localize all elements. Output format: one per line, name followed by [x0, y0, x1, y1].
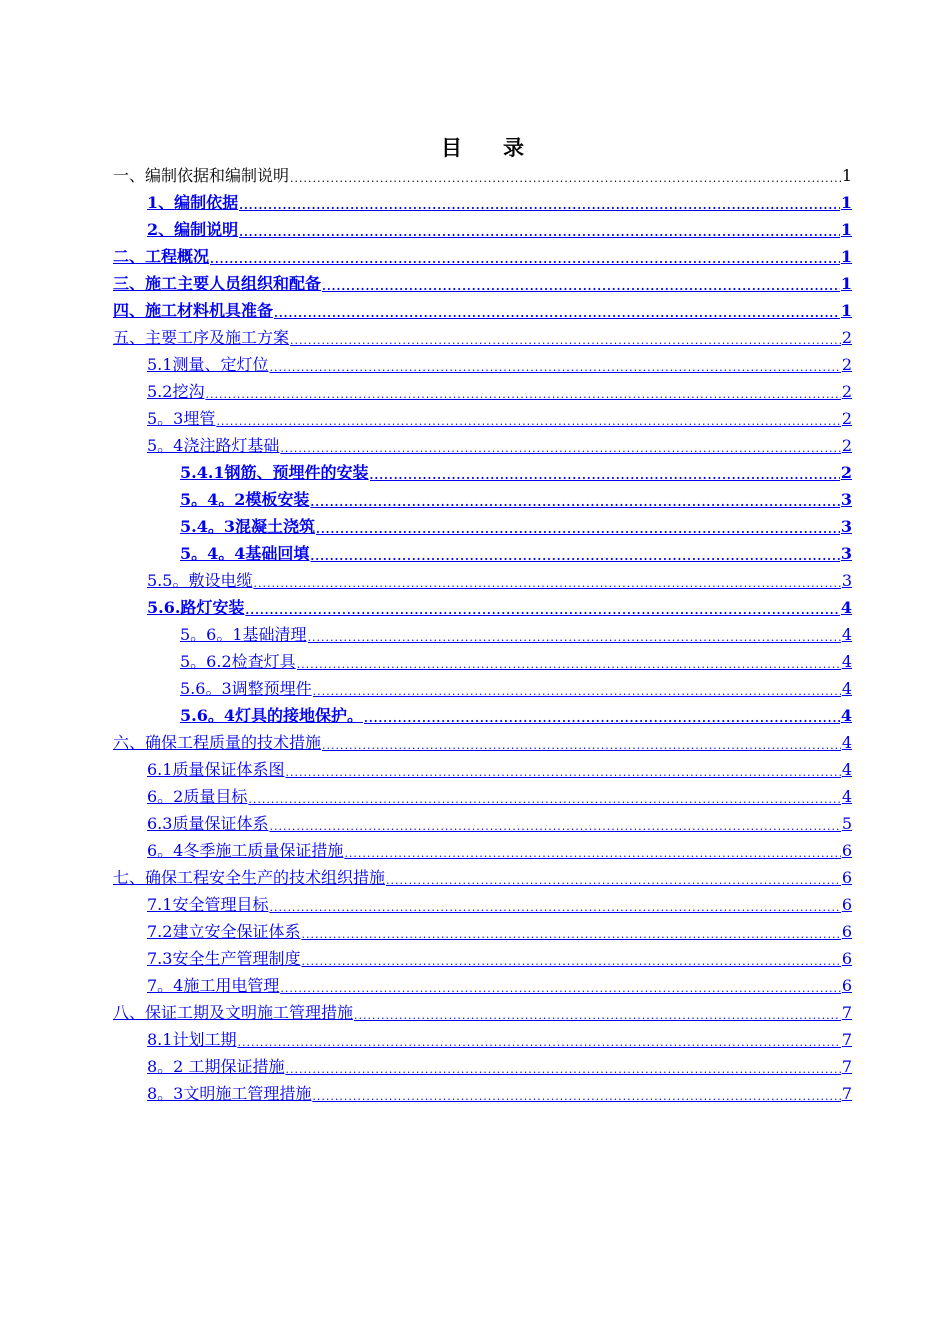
- toc-page-number: 4: [841, 733, 852, 752]
- toc-page-number: 1: [840, 220, 852, 239]
- toc-entry-label: 5.1测量、定灯位: [147, 355, 269, 374]
- toc-entry-label: 5.4.1钢筋、预埋件的安装: [180, 463, 369, 482]
- toc-dot-leader: [285, 1063, 840, 1077]
- toc-entry-label: 一、编制依据和编制说明: [113, 166, 290, 185]
- toc-dot-leader: [290, 334, 841, 348]
- toc-page-number: 6: [841, 868, 852, 887]
- toc-entry[interactable]: [113, 996, 852, 1023]
- toc-entry[interactable]: [113, 969, 852, 996]
- toc-dot-leader: [280, 982, 840, 996]
- toc-entry-label: 8。3文明施工管理措施: [147, 1084, 312, 1103]
- toc-page-number: 3: [840, 517, 852, 536]
- toc-page-number: 7: [841, 1030, 852, 1049]
- toc-dot-leader: [370, 469, 840, 483]
- toc-page-number: 6: [841, 976, 852, 995]
- toc-entry-label: 8。2 工期保证措施: [147, 1057, 285, 1076]
- toc-entry[interactable]: [113, 402, 852, 429]
- toc-entry[interactable]: [113, 564, 852, 591]
- toc-entry-label: 5.4。3混凝土浇筑: [180, 517, 315, 536]
- toc-entry[interactable]: [113, 753, 852, 780]
- toc-entry-label: 八、保证工期及文明施工管理措施: [113, 1003, 354, 1022]
- toc-page-number: 2: [841, 328, 852, 347]
- toc-dot-leader: [210, 253, 840, 267]
- toc-page-number: 1: [840, 301, 852, 320]
- toc-entry-label: 5。6.2检查灯具: [180, 652, 296, 671]
- toc-entry-label: 1、编制依据: [147, 193, 239, 212]
- toc-entry[interactable]: [113, 591, 852, 618]
- toc-entry[interactable]: [113, 1050, 852, 1077]
- toc-page-number: 7: [841, 1057, 852, 1076]
- toc-entry[interactable]: [113, 294, 852, 321]
- toc-page-number: 4: [841, 760, 852, 779]
- toc-entry-label: 7。4施工用电管理: [147, 976, 280, 995]
- toc-page-number: 6: [841, 895, 852, 914]
- toc-dot-leader: [386, 874, 841, 888]
- toc-page-number: 3: [841, 571, 852, 590]
- toc-entry[interactable]: [113, 321, 852, 348]
- toc-dot-leader: [316, 523, 840, 537]
- toc-entry-label: 5.2挖沟: [147, 382, 205, 401]
- toc-dot-leader: [364, 712, 840, 726]
- toc-entry-label: 8.1计划工期: [147, 1030, 237, 1049]
- toc-page-number: 4: [841, 679, 852, 698]
- toc-entry[interactable]: [113, 834, 852, 861]
- toc-dot-leader: [205, 388, 840, 402]
- toc-page-number: 7: [841, 1084, 852, 1103]
- toc-page-number: 4: [840, 598, 852, 617]
- toc-page-number: 6: [841, 949, 852, 968]
- toc-page-number: 3: [840, 544, 852, 563]
- toc-entry-label: 五、主要工序及施工方案: [113, 328, 290, 347]
- toc-entry-label: 5。6。1基础清理: [180, 625, 307, 644]
- toc-entry: [113, 159, 852, 186]
- toc-entry-label: 6。4冬季施工质量保证措施: [147, 841, 344, 860]
- toc-entry[interactable]: [113, 267, 852, 294]
- toc-entry-label: 6.3质量保证体系: [147, 814, 269, 833]
- toc-page-number: 4: [841, 625, 852, 644]
- toc-page-number: 1: [840, 193, 852, 212]
- toc-entry-label: 6.1质量保证体系图: [147, 760, 285, 779]
- toc-page-number: 7: [841, 1003, 852, 1022]
- toc-entry[interactable]: [113, 348, 852, 375]
- toc-entry-label: 6。2质量目标: [147, 787, 248, 806]
- toc-page-number: 4: [841, 652, 852, 671]
- toc-entry[interactable]: [113, 240, 852, 267]
- toc-entry[interactable]: [113, 618, 852, 645]
- toc-entry[interactable]: [113, 456, 852, 483]
- toc-entry[interactable]: [113, 672, 852, 699]
- toc-dot-leader: [297, 658, 841, 672]
- toc-entry[interactable]: [113, 483, 852, 510]
- toc-page-number: 6: [841, 841, 852, 860]
- toc-dot-leader: [308, 631, 841, 645]
- toc-entry[interactable]: [113, 429, 852, 456]
- toc-page-number: 2: [841, 436, 852, 455]
- toc-entry[interactable]: [113, 645, 852, 672]
- toc-entry[interactable]: [113, 807, 852, 834]
- toc-entry-label: 5.6。3调整预埋件: [180, 679, 312, 698]
- toc-dot-leader: [248, 793, 840, 807]
- toc-dot-leader: [280, 442, 840, 456]
- toc-entry[interactable]: [113, 510, 852, 537]
- toc-dot-leader: [310, 550, 839, 564]
- toc-entry-label: 5。4。4基础回填: [180, 544, 310, 563]
- toc-dot-leader: [290, 172, 841, 186]
- toc-entry-label: 5。4浇注路灯基础: [147, 436, 280, 455]
- toc-entry[interactable]: [113, 942, 852, 969]
- toc-dot-leader: [354, 1009, 841, 1023]
- toc-entry[interactable]: [113, 915, 852, 942]
- toc-dot-leader: [269, 361, 840, 375]
- toc-dot-leader: [253, 577, 840, 591]
- toc-dot-leader: [344, 847, 840, 861]
- toc-dot-leader: [239, 199, 840, 213]
- toc-entry-label: 7.1安全管理目标: [147, 895, 269, 914]
- toc-entry[interactable]: [113, 1077, 852, 1104]
- toc-dot-leader: [322, 739, 841, 753]
- toc-entry[interactable]: [113, 699, 852, 726]
- toc-page-number: 1: [840, 274, 852, 293]
- toc-dot-leader: [312, 1090, 840, 1104]
- toc-entry[interactable]: [113, 1023, 852, 1050]
- toc-dot-leader: [301, 955, 840, 969]
- toc-page-number: 2: [841, 382, 852, 401]
- toc-entry-label: 5.5。敷设电缆: [147, 571, 253, 590]
- toc-entry[interactable]: [113, 537, 852, 564]
- toc-entry-label: 二、工程概况: [113, 247, 210, 266]
- toc-page-number: 3: [840, 490, 852, 509]
- toc-entry-label: 三、施工主要人员组织和配备: [113, 274, 322, 293]
- toc-dot-leader: [322, 280, 840, 294]
- toc-dot-leader: [285, 766, 840, 780]
- toc-page-number: 4: [841, 787, 852, 806]
- toc-dot-leader: [245, 604, 839, 618]
- toc-dot-leader: [216, 415, 840, 429]
- toc-entry[interactable]: [113, 186, 852, 213]
- toc-entry[interactable]: [113, 780, 852, 807]
- toc-entry[interactable]: [113, 888, 852, 915]
- toc-dot-leader: [310, 496, 839, 510]
- toc-dot-leader: [237, 1036, 840, 1050]
- toc-entry[interactable]: [113, 726, 852, 753]
- toc-dot-leader: [269, 820, 840, 834]
- toc-entry[interactable]: [113, 861, 852, 888]
- toc-page-number: 1: [840, 247, 852, 266]
- toc-entry-label: 5.6.路灯安装: [147, 598, 245, 617]
- toc-entry-label: 7.3安全生产管理制度: [147, 949, 301, 968]
- toc-page-number: 6: [841, 922, 852, 941]
- toc-page-number: 1: [841, 166, 852, 185]
- toc-entry-label: 5.6。4灯具的接地保护。: [180, 706, 363, 725]
- toc-entry-label: 四、施工材料机具准备: [113, 301, 274, 320]
- toc-dot-leader: [274, 307, 840, 321]
- toc-page-number: 2: [840, 463, 852, 482]
- toc-entry-label: 7.2建立安全保证体系: [147, 922, 301, 941]
- toc-title: 目 录: [441, 135, 534, 160]
- toc-entry-label: 2、编制说明: [147, 220, 239, 239]
- toc-entry-label: 七、确保工程安全生产的技术组织措施: [113, 868, 386, 887]
- toc-entry-label: 5。3埋管: [147, 409, 216, 428]
- toc-dot-leader: [313, 685, 841, 699]
- toc-dot-leader: [239, 226, 840, 240]
- toc-page-number: 4: [840, 706, 852, 725]
- toc-dot-leader: [301, 928, 840, 942]
- table-of-contents: [113, 159, 852, 1104]
- toc-entry-label: 5。4。2模板安装: [180, 490, 310, 509]
- toc-entry[interactable]: [113, 375, 852, 402]
- toc-entry-label: 六、确保工程质量的技术措施: [113, 733, 322, 752]
- toc-page-number: 2: [841, 409, 852, 428]
- toc-dot-leader: [269, 901, 840, 915]
- toc-page-number: 2: [841, 355, 852, 374]
- toc-entry[interactable]: [113, 213, 852, 240]
- toc-page-number: 5: [841, 814, 852, 833]
